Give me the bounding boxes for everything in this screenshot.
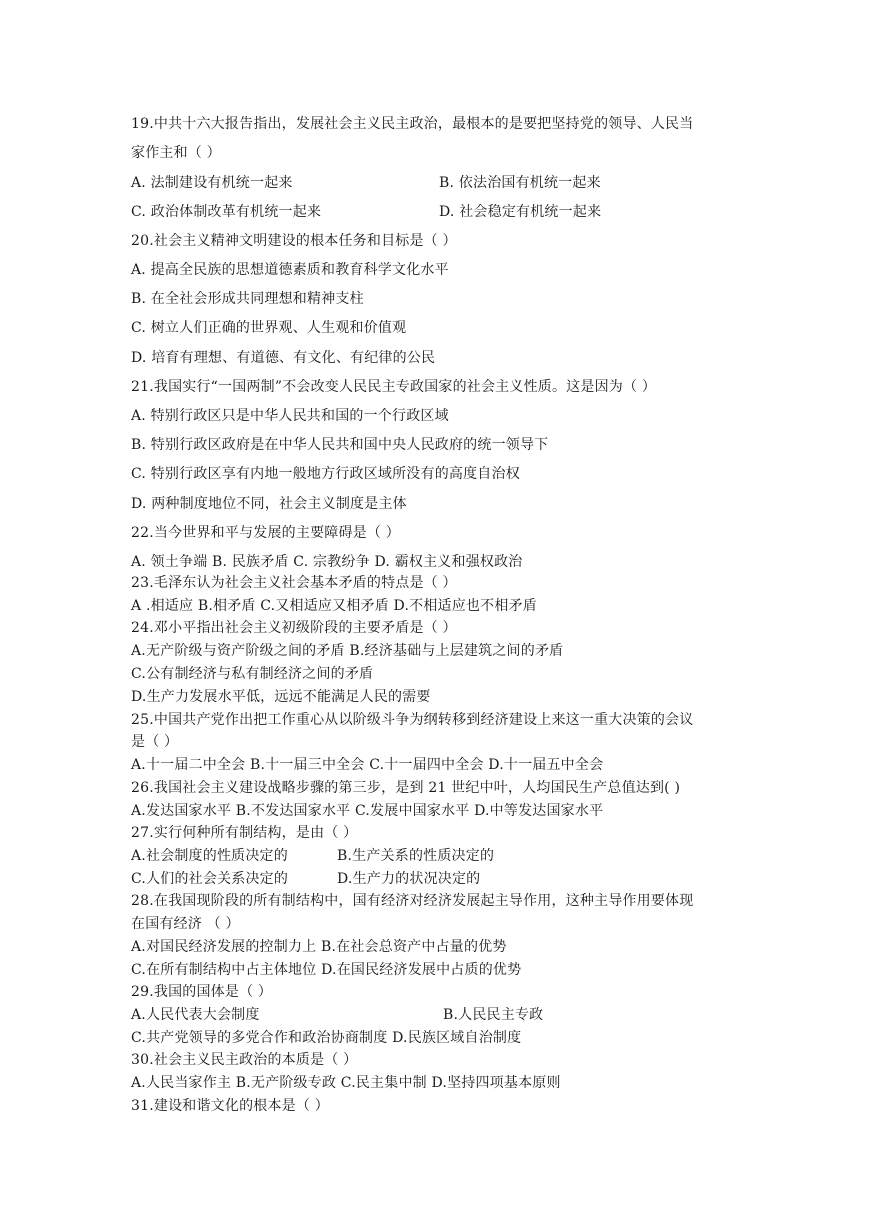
option-d: D. 社会稳定有机统一起来 xyxy=(439,204,602,220)
q24-options-ab: A.无产阶级与资产阶级之间的矛盾 B.经济基础与上层建筑之间的矛盾 xyxy=(131,643,564,659)
q25-stem-line2: 是（ ） xyxy=(131,734,179,750)
option-a: A. 法制建设有机统一起来 xyxy=(131,175,293,191)
q27-stem: 27.实行何种所有制结构，是由（ ） xyxy=(131,825,358,841)
q21-stem: 21.我国实行“一国两制”不会改变人民民主专政国家的社会主义性质。这是因为（ ） xyxy=(131,379,657,395)
q29-stem: 29.我国的国体是（ ） xyxy=(131,984,273,1000)
q24-option-d: D.生产力发展水平低，远远不能满足人民的需要 xyxy=(131,689,431,705)
q26-stem: 26.我国社会主义建设战略步骤的第三步，是到 21 世纪中叶，人均国民生产总值达到( ) xyxy=(131,780,681,796)
option-b: B.生产关系的性质决定的 xyxy=(337,848,495,864)
q21-option-b: B. 特别行政区政府是在中华人民共和国中央人民政府的统一领导下 xyxy=(131,437,549,453)
q19-options-row1 xyxy=(131,174,601,192)
q22-stem: 22.当今世界和平与发展的主要障碍是（ ） xyxy=(131,525,400,541)
q30-options: A.人民当家作主 B.无产阶级专政 C.民主集中制 D.坚持四项基本原则 xyxy=(131,1075,561,1091)
q29-options-ab xyxy=(131,1006,544,1024)
q22-options: A. 领土争端 B. 民族矛盾 C. 宗教纷争 D. 霸权主义和强权政治 xyxy=(131,554,523,570)
q31-stem: 31.建设和谐文化的根本是（ ） xyxy=(131,1098,329,1114)
q23-options: A .相适应 B.相矛盾 C.又相适应又相矛盾 D.不相适应也不相矛盾 xyxy=(131,598,537,614)
q19-options-row2 xyxy=(131,203,602,221)
option-c: C.人们的社会关系决定的 xyxy=(131,871,289,887)
q28-options-ab: A.对国民经济发展的控制力上 B.在社会总资产中占量的优势 xyxy=(131,939,507,955)
q20-option-b: B. 在全社会形成共同理想和精神支柱 xyxy=(131,291,364,307)
q21-option-d: D. 两种制度地位不同，社会主义制度是主体 xyxy=(131,496,407,512)
q20-option-d: D. 培育有理想、有道德、有文化、有纪律的公民 xyxy=(131,350,436,366)
option-c: C. 政治体制改革有机统一起来 xyxy=(131,204,322,220)
q19-stem-line2: 家作主和（ ） xyxy=(131,145,221,161)
option-a: A.社会制度的性质决定的 xyxy=(131,848,288,864)
q20-stem: 20.社会主义精神文明建设的根本任务和目标是（ ） xyxy=(131,233,457,249)
q20-option-c: C. 树立人们正确的世界观、人生观和价值观 xyxy=(131,320,407,336)
q27-options-row1 xyxy=(131,847,495,865)
q21-option-a: A. 特别行政区只是中华人民共和国的一个行政区域 xyxy=(131,408,449,424)
q21-option-c: C. 特别行政区享有内地一般地方行政区域所没有的高度自治权 xyxy=(131,466,520,482)
q29-options-cd: C.共产党领导的多党合作和政治协商制度 D.民族区域自治制度 xyxy=(131,1030,522,1046)
option-b: B.人民民主专政 xyxy=(443,1007,544,1023)
q24-option-c: C.公有制经济与私有制经济之间的矛盾 xyxy=(131,666,374,682)
q26-options: A.发达国家水平 B.不发达国家水平 C.发展中国家水平 D.中等发达国家水平 xyxy=(131,803,604,819)
q20-option-a: A. 提高全民族的思想道德素质和教育科学文化水平 xyxy=(131,262,449,278)
q27-options-row2 xyxy=(131,870,481,888)
option-a: A.人民代表大会制度 xyxy=(131,1007,260,1023)
q25-options: A.十一届二中全会 B.十一届三中全会 C.十一届四中全会 D.十一届五中全会 xyxy=(131,757,604,773)
q30-stem: 30.社会主义民主政治的本质是（ ） xyxy=(131,1052,358,1068)
option-d: D.生产力的状况决定的 xyxy=(337,871,481,887)
q24-stem: 24.邓小平指出社会主义初级阶段的主要矛盾是（ ） xyxy=(131,620,457,636)
q25-stem-line1: 25.中国共产党作出把工作重心从以阶级斗争为纲转移到经济建设上来这一重大决策的会议 xyxy=(131,712,694,728)
q28-options-cd: C.在所有制结构中占主体地位 D.在国民经济发展中占质的优势 xyxy=(131,962,522,978)
option-b: B. 依法治国有机统一起来 xyxy=(439,175,601,191)
q19-stem-line1: 19.中共十六大报告指出，发展社会主义民主政治，最根本的是要把坚持党的领导、人民当 xyxy=(131,116,694,132)
q23-stem: 23.毛泽东认为社会主义社会基本矛盾的特点是（ ） xyxy=(131,575,457,591)
q28-stem-line1: 28.在我国现阶段的所有制结构中，国有经济对经济发展起主导作用，这种主导作用要体现 xyxy=(131,893,694,909)
q28-stem-line2: 在国有经济 （ ） xyxy=(131,916,240,932)
